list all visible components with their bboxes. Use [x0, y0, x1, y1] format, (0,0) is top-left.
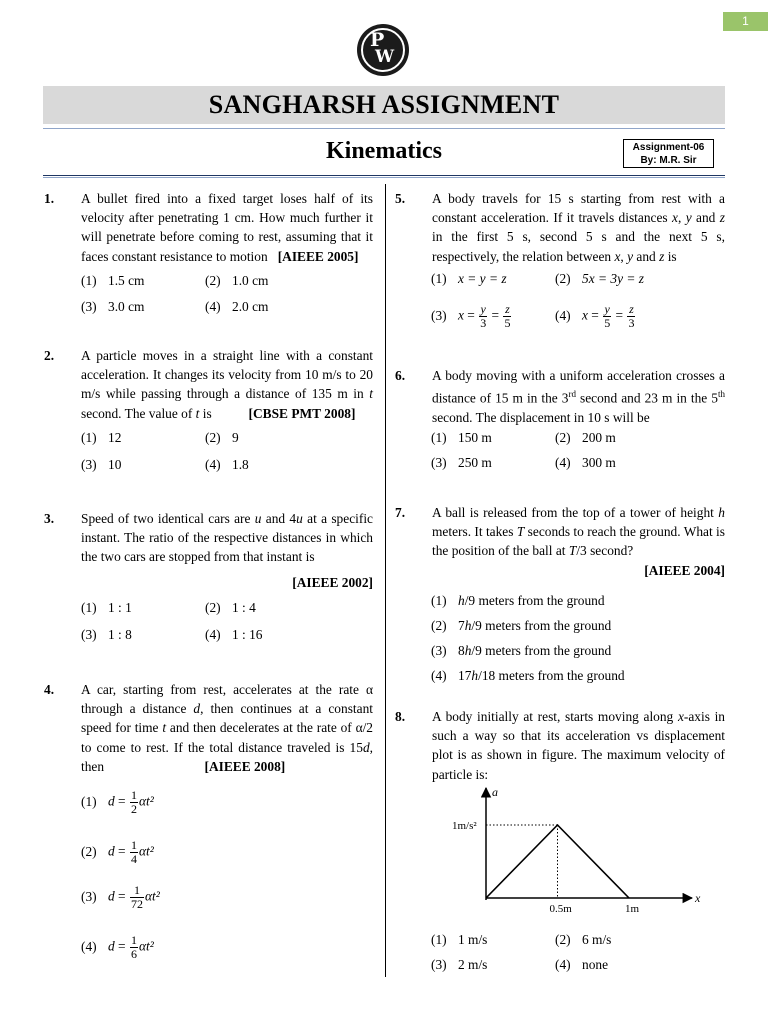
page-title: Kinematics: [326, 138, 442, 164]
option-3[interactable]: (3) 3.0 cm: [81, 299, 145, 314]
question-number: 7.: [395, 505, 406, 520]
option-1[interactable]: (1) x = y = z: [431, 271, 507, 286]
option-3[interactable]: (3) 250 m: [431, 455, 492, 470]
option-1[interactable]: (1) 150 m: [431, 430, 492, 445]
pw-logo: P W: [357, 24, 409, 76]
question-text: A body moving with a uniform acceleration crosses a distance of 15 m in the 3: [432, 368, 725, 406]
option-1[interactable]: (1) h/9 meters from the ground: [431, 593, 605, 608]
exam-source: [AIEEE 2008]: [204, 758, 286, 774]
question-text: A body travels for 15 s starting from rest with a constant acceleration. If it travels distances: [432, 191, 725, 226]
question-text: A body initially at rest, starts moving along: [432, 709, 674, 724]
question-number: 8.: [395, 709, 406, 724]
question-number: 5.: [395, 191, 406, 206]
option-1[interactable]: (1) 12: [81, 430, 122, 445]
option-3[interactable]: (3) 2 m/s: [431, 957, 488, 972]
exam-source: [AIEEE 2005]: [277, 248, 359, 264]
exam-source: [AIEEE 2004]: [644, 562, 725, 578]
question-text: A ball is released from the top of a tower of height: [432, 505, 714, 520]
option-2[interactable]: (2) 5x = 3y = z: [555, 271, 644, 286]
option-2[interactable]: (2) 6 m/s: [555, 932, 612, 947]
question-text: A bullet fired into a fixed target loses half of its velocity after penetrating 1 cm. How much further it will penetrate before coming to rest, assuming that it faces constant resistance to motion: [81, 191, 373, 264]
option-3[interactable]: (3) x = $\frac{y}{3}$ = $\frac{z}{5}$: [431, 302, 511, 330]
option-2[interactable]: (2) 1 : 4: [205, 600, 256, 615]
question-number: 4.: [44, 682, 55, 697]
column-divider: [385, 184, 386, 977]
assignment-box: [623, 139, 714, 168]
exam-source: [AIEEE 2002]: [292, 574, 373, 590]
option-2[interactable]: (2) 1.0 cm: [205, 273, 269, 288]
option-4[interactable]: (4) 1 : 16: [205, 627, 263, 642]
question-text: Speed of two identical cars are: [81, 511, 251, 526]
option-4[interactable]: (4) 1.8: [205, 457, 249, 472]
question-number: 2.: [44, 348, 55, 363]
question-text: A car, starting from rest, accelerates at the rate α through a distance: [81, 682, 373, 717]
assignment-author: By: M.R. Sir: [640, 155, 697, 166]
option-3[interactable]: (3) 1 : 8: [81, 627, 132, 642]
option-1[interactable]: (1) 1 m/s: [431, 932, 488, 947]
question-number: 3.: [44, 511, 55, 526]
y-tick-label: 1m/s²: [452, 820, 477, 832]
exam-source: [CBSE PMT 2008]: [248, 405, 356, 421]
option-2[interactable]: (2) 200 m: [555, 430, 616, 445]
option-3[interactable]: (3) d = $\frac{1}{72}$ αt²: [81, 883, 160, 911]
page-number: 1: [723, 12, 768, 31]
option-4[interactable]: (4) none: [555, 957, 609, 972]
question-number: 6.: [395, 368, 406, 383]
option-3[interactable]: (3) 10: [81, 457, 122, 472]
assignment-number: Assignment-06: [632, 142, 705, 153]
banner-title: SANGHARSH ASSIGNMENT: [43, 86, 725, 124]
option-4[interactable]: (4) 17h/18 meters from the ground: [431, 668, 625, 683]
x-tick-label: 0.5m: [549, 903, 572, 915]
option-1[interactable]: (1) 1.5 cm: [81, 273, 145, 288]
acceleration-displacement-graph: [440, 780, 710, 920]
option-1[interactable]: (1) 1 : 1: [81, 600, 132, 615]
option-4[interactable]: (4) d = $\frac{1}{6}$ αt²: [81, 933, 154, 961]
option-2[interactable]: (2) 7h/9 meters from the ground: [431, 618, 612, 633]
option-2[interactable]: (2) d = $\frac{1}{4}$ αt²: [81, 838, 154, 866]
option-3[interactable]: (3) 8h/9 meters from the ground: [431, 643, 612, 658]
y-axis-label: a: [492, 785, 498, 799]
option-4[interactable]: (4) x = $\frac{y}{5}$ = $\frac{z}{3}$: [555, 302, 635, 330]
option-4[interactable]: (4) 300 m: [555, 455, 616, 470]
x-axis-label: x: [695, 891, 701, 905]
option-2[interactable]: (2) 9: [205, 430, 239, 445]
x-tick-label: 1m: [625, 903, 640, 915]
question-text: A particle moves in a straight line with a constant acceleration. It changes its velocity from 10 m/s to 20 m/s while passing through a distance of 135 m in: [81, 348, 373, 402]
option-4[interactable]: (4) 2.0 cm: [205, 299, 269, 314]
option-1[interactable]: (1) d = $\frac{1}{2}$ αt²: [81, 788, 154, 816]
question-number: 1.: [44, 191, 55, 206]
